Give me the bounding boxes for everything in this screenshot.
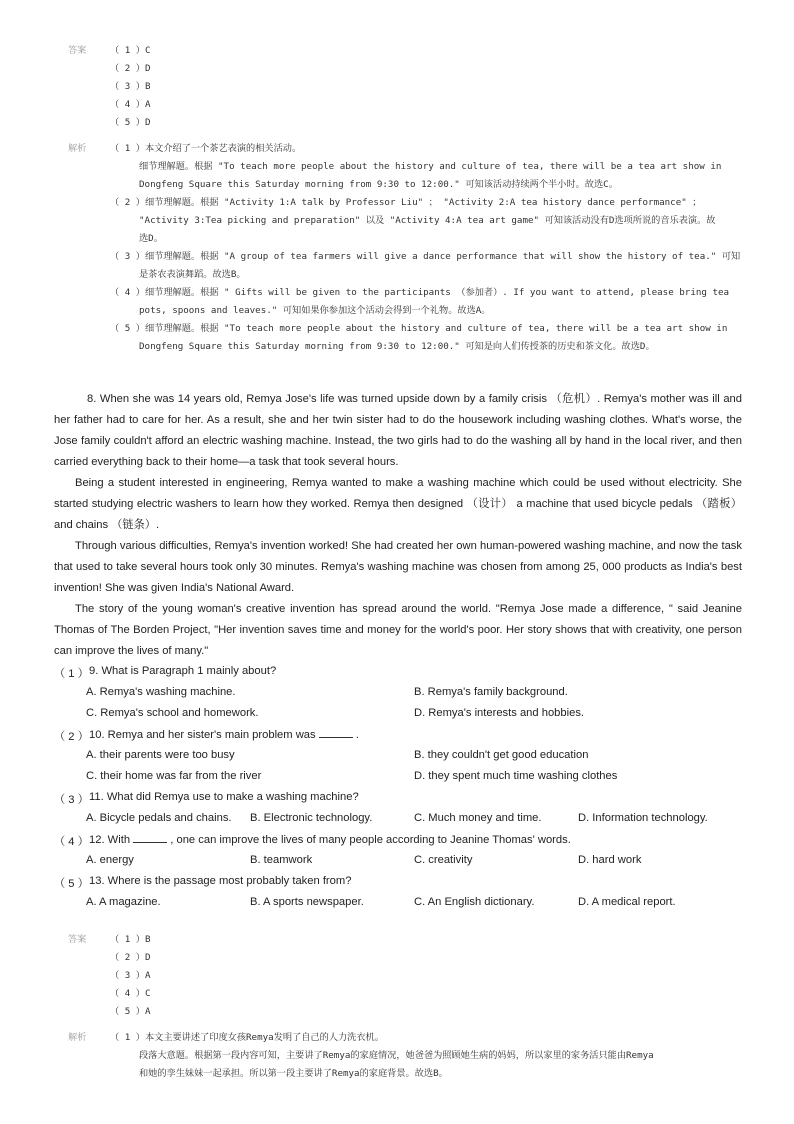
- analysis-line: 细节理解题。根据 "To teach more people about the history and culture of tea, there will be a tea art show in: [139, 161, 722, 172]
- analysis-line: 和她的孪生妹妹一起承担。所以第一段主要讲了Remya的家庭背景。故选B。: [139, 1068, 448, 1079]
- option-b[interactable]: B. teamwork: [250, 854, 313, 866]
- analysis-line: 是茶农表演舞蹈。故选B。: [139, 269, 246, 280]
- answer-item: （ 2 ）D: [110, 63, 151, 74]
- answer-label: 答案: [68, 45, 87, 56]
- analysis-line: （ 2 ）细节理解题。根据 "Activity 1:A talk by Professor Liu" ； "Activity 2:A tea history dance performance" ；: [110, 197, 702, 208]
- option-d[interactable]: D. A medical report.: [578, 896, 676, 908]
- option-c[interactable]: C. their home was far from the river: [86, 770, 262, 782]
- option-d[interactable]: D. Remya's interests and hobbies.: [414, 707, 585, 719]
- analysis-line: 段落大意题。根据第一段内容可知，主要讲了Remya的家庭情况，她爸爸为照顾她生病的妈妈，所以家里的家务活只能由Remya: [139, 1050, 654, 1061]
- analysis-line: Dongfeng Square this Saturday morning from 9:30 to 12:00." 可知该活动持续两个半小时。故选C。: [139, 179, 618, 190]
- option-a[interactable]: A. Bicycle pedals and chains.: [86, 812, 232, 824]
- option-a[interactable]: A. their parents were too busy: [86, 749, 235, 761]
- question-number: （ 2 ）: [54, 731, 89, 743]
- answer-item: （ 5 ）D: [110, 117, 151, 128]
- question-number: （ 4 ）: [54, 836, 89, 848]
- question-stem: 11. What did Remya use to make a washing machine?: [89, 791, 359, 803]
- option-d[interactable]: D. they spent much time washing clothes: [414, 770, 618, 782]
- answer-item: （ 4 ）C: [110, 988, 151, 999]
- question-stem-text: 12. With: [89, 834, 131, 846]
- question-stem-text: 10. Remya and her sister's main problem was: [89, 729, 316, 741]
- passage-paragraph-1: 8. When she was 14 years old, Remya Jose's life was turned upside down by a family crisis （危机）. Remya's mother was ill and her father had to care for her. As a result, she and her twin sister had to do the housework including washing clothes. What's worse, the Jose family couldn't afford an electric washing machine. Instead, the two girls had to do the washing all by hand in the local river, and then carried everything back to their home—a task that took several hours.: [54, 393, 742, 468]
- analysis-line: （ 5 ）细节理解题。根据 "To teach more people about the history and culture of tea, there will be a tea art show in: [110, 323, 728, 334]
- reading-passage: [54, 389, 742, 662]
- option-b[interactable]: B. they couldn't get good education: [414, 749, 589, 761]
- option-a[interactable]: A. Remya's washing machine.: [86, 686, 236, 698]
- question-stem: [89, 833, 571, 846]
- analysis-line: Dongfeng Square this Saturday morning from 9:30 to 12:00." 可知是向人们传授茶的历史和茶文化。故选D。: [139, 341, 655, 352]
- answer-label: 答案: [68, 934, 87, 945]
- question-stem: [89, 728, 359, 741]
- answer-item: （ 4 ）A: [110, 99, 151, 110]
- question-number: （ 5 ）: [54, 878, 89, 890]
- passage-paragraph-3: Through various difficulties, Remya's invention worked! She had created her own human-powered washing machine, and now the task that used to take several hours took only 30 minutes. Remya's washing machine was chosen from among 25, 000 products as India's best invention! She was given India's National Award.: [54, 540, 742, 594]
- answer-item: （ 3 ）B: [110, 81, 151, 92]
- answer-blank: [319, 728, 353, 738]
- passage-paragraph-2: Being a student interested in engineering, Remya wanted to make a washing machine which could be used without electricity. She started studying electric washers to learn how they worked. Remya then designed （设计） a machine that used bicycle pedals （踏板） and chains （链条）.: [54, 477, 742, 531]
- analysis-line: （ 1 ）本文主要讲述了印度女孩Remya发明了自己的人力洗衣机。: [110, 1032, 384, 1043]
- answer-item: （ 3 ）A: [110, 970, 151, 981]
- analysis-line: pots, spoons and leaves." 可知如果你参加这个活动会得到一个礼物。故选A。: [139, 305, 491, 316]
- analysis-line: （ 1 ）本文介绍了一个茶艺表演的相关活动。: [110, 143, 302, 154]
- analysis-line: 选D。: [139, 233, 163, 244]
- answer-item: （ 5 ）A: [110, 1006, 151, 1017]
- question-stem: 13. Where is the passage most probably taken from?: [89, 875, 352, 887]
- option-c[interactable]: C. creativity: [414, 854, 473, 866]
- option-d[interactable]: D. Information technology.: [578, 812, 708, 824]
- analysis-label: 解析: [68, 1032, 87, 1043]
- analysis-label: 解析: [68, 143, 87, 154]
- analysis-line: （ 4 ）细节理解题。根据 " Gifts will be given to the participants （参加者）. If you want to attend, please bring tea: [110, 287, 730, 298]
- answer-item: （ 1 ）B: [110, 934, 151, 945]
- passage-paragraph-4: The story of the young woman's creative invention has spread around the world. "Remya Jose made a difference, " said Jeanine Thomas of The Borden Project, "Her invention saves time and money for the world's poor. Her story shows that with creativity, one person can improve the lives of many.": [54, 603, 742, 657]
- option-b[interactable]: B. A sports newspaper.: [250, 896, 364, 908]
- analysis-line: "Activity 3:Tea picking and preparation" 以及 "Activity 4:A tea art game" 可知该活动没有D选项所说的音乐表演。故: [139, 215, 716, 226]
- question-stem: 9. What is Paragraph 1 mainly about?: [89, 665, 277, 677]
- analysis-line: （ 3 ）细节理解题。根据 "A group of tea farmers will give a dance performance that will show the history of tea." 可知: [110, 251, 741, 262]
- question-stem-tail: .: [355, 729, 359, 741]
- question-number: （ 1 ）: [54, 668, 89, 680]
- option-c[interactable]: C. Remya's school and homework.: [86, 707, 259, 719]
- question-number: （ 3 ）: [54, 794, 89, 806]
- option-a[interactable]: A. energy: [86, 854, 134, 866]
- option-b[interactable]: B. Electronic technology.: [250, 812, 373, 824]
- answer-item: （ 2 ）D: [110, 952, 151, 963]
- option-a[interactable]: A. A magazine.: [86, 896, 161, 908]
- option-c[interactable]: C. Much money and time.: [414, 812, 542, 824]
- question-stem-tail: , one can improve the lives of many people according to Jeanine Thomas' words.: [170, 834, 571, 846]
- option-c[interactable]: C. An English dictionary.: [414, 896, 535, 908]
- answer-blank: [133, 833, 167, 843]
- option-b[interactable]: B. Remya's family background.: [414, 686, 568, 698]
- answer-item: （ 1 ）C: [110, 45, 151, 56]
- option-d[interactable]: D. hard work: [578, 854, 642, 866]
